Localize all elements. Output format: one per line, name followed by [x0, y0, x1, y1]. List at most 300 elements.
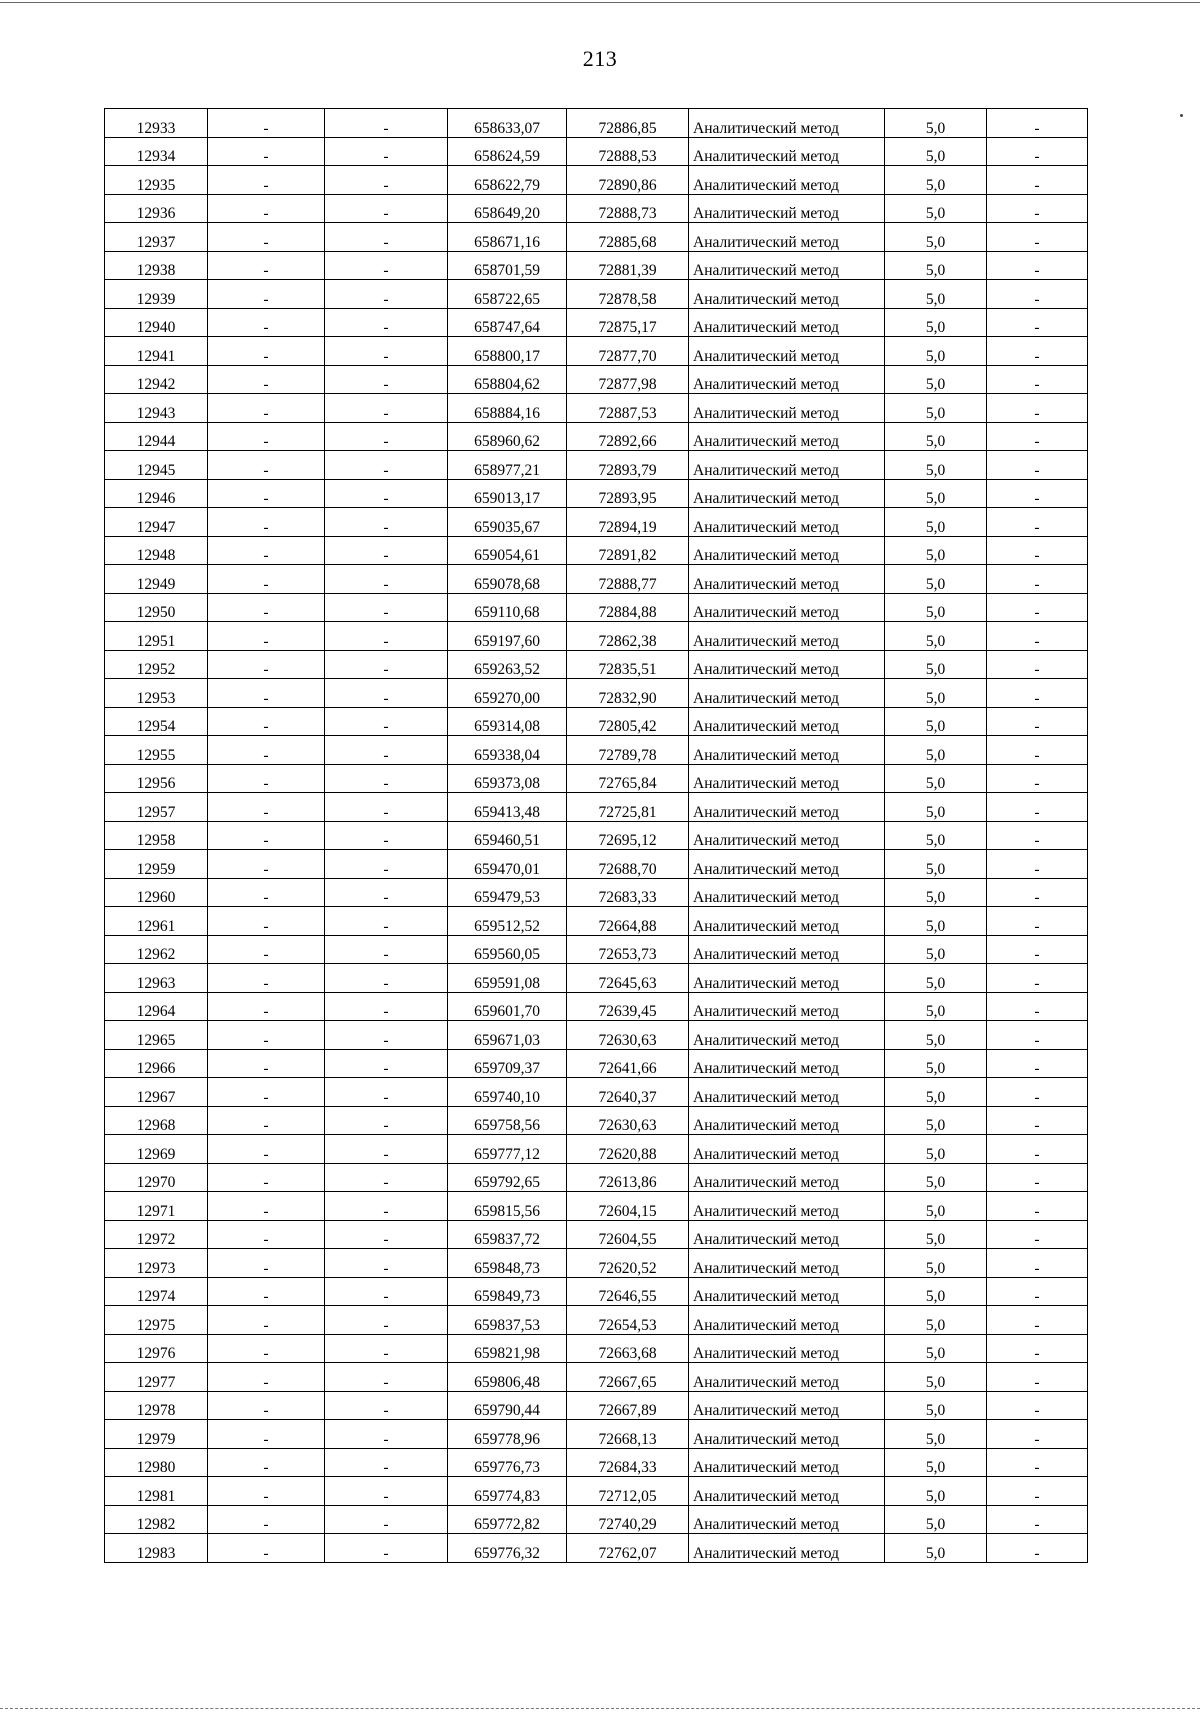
- empty-col-2-cell: -: [208, 679, 325, 708]
- point-number-cell: 12974: [105, 1277, 208, 1306]
- accuracy-cell: 5,0: [885, 992, 987, 1021]
- accuracy-cell: 5,0: [885, 251, 987, 280]
- empty-col-8-cell: -: [987, 821, 1088, 850]
- table-row: [105, 109, 1088, 138]
- empty-col-8-cell: -: [987, 1078, 1088, 1107]
- empty-col-8-cell: -: [987, 1534, 1088, 1563]
- point-number-cell: 12935: [105, 166, 208, 195]
- empty-col-3-cell: -: [325, 1306, 448, 1335]
- point-number-cell: 12944: [105, 422, 208, 451]
- point-number-cell: 12959: [105, 850, 208, 879]
- table-row: [105, 1277, 1088, 1306]
- point-number-cell: 12977: [105, 1363, 208, 1392]
- empty-col-3-cell: -: [325, 536, 448, 565]
- table-row: [105, 650, 1088, 679]
- table-row: [105, 622, 1088, 651]
- empty-col-8-cell: -: [987, 1220, 1088, 1249]
- empty-col-2-cell: -: [208, 1106, 325, 1135]
- empty-col-3-cell: -: [325, 365, 448, 394]
- method-cell: Аналитический метод: [689, 1135, 885, 1164]
- point-number-cell: 12953: [105, 679, 208, 708]
- method-cell: Аналитический метод: [689, 1192, 885, 1221]
- accuracy-cell: 5,0: [885, 1192, 987, 1221]
- empty-col-3-cell: -: [325, 1220, 448, 1249]
- accuracy-cell: 5,0: [885, 1277, 987, 1306]
- table-body: [105, 109, 1088, 1563]
- table-row: [105, 736, 1088, 765]
- accuracy-cell: 5,0: [885, 1220, 987, 1249]
- empty-col-3-cell: -: [325, 764, 448, 793]
- y-coordinate-cell: 72630,63: [567, 1106, 689, 1135]
- empty-col-2-cell: -: [208, 565, 325, 594]
- empty-col-8-cell: -: [987, 1448, 1088, 1477]
- method-cell: Аналитический метод: [689, 308, 885, 337]
- empty-col-8-cell: -: [987, 1334, 1088, 1363]
- y-coordinate-cell: 72862,38: [567, 622, 689, 651]
- point-number-cell: 12966: [105, 1049, 208, 1078]
- x-coordinate-cell: 659013,17: [448, 479, 567, 508]
- empty-col-2-cell: -: [208, 1391, 325, 1420]
- method-cell: Аналитический метод: [689, 650, 885, 679]
- x-coordinate-cell: 659512,52: [448, 907, 567, 936]
- empty-col-3-cell: -: [325, 223, 448, 252]
- y-coordinate-cell: 72613,86: [567, 1163, 689, 1192]
- x-coordinate-cell: 659758,56: [448, 1106, 567, 1135]
- empty-col-2-cell: -: [208, 1021, 325, 1050]
- table-row: [105, 1249, 1088, 1278]
- coordinates-table: [104, 108, 1088, 1563]
- point-number-cell: 12967: [105, 1078, 208, 1107]
- accuracy-cell: 5,0: [885, 1334, 987, 1363]
- empty-col-2-cell: -: [208, 451, 325, 480]
- x-coordinate-cell: 658622,79: [448, 166, 567, 195]
- method-cell: Аналитический метод: [689, 1163, 885, 1192]
- table-row: [105, 223, 1088, 252]
- x-coordinate-cell: 659460,51: [448, 821, 567, 850]
- x-coordinate-cell: 658884,16: [448, 394, 567, 423]
- table-row: [105, 1049, 1088, 1078]
- table-row: [105, 280, 1088, 309]
- x-coordinate-cell: 659740,10: [448, 1078, 567, 1107]
- x-coordinate-cell: 659837,53: [448, 1306, 567, 1335]
- method-cell: Аналитический метод: [689, 1249, 885, 1278]
- method-cell: Аналитический метод: [689, 1534, 885, 1563]
- empty-col-2-cell: -: [208, 109, 325, 138]
- empty-col-8-cell: -: [987, 964, 1088, 993]
- y-coordinate-cell: 72646,55: [567, 1277, 689, 1306]
- accuracy-cell: 5,0: [885, 1391, 987, 1420]
- table-row: [105, 821, 1088, 850]
- empty-col-8-cell: -: [987, 1277, 1088, 1306]
- table-row: [105, 1505, 1088, 1534]
- x-coordinate-cell: 659776,73: [448, 1448, 567, 1477]
- empty-col-8-cell: -: [987, 508, 1088, 537]
- accuracy-cell: 5,0: [885, 764, 987, 793]
- point-number-cell: 12945: [105, 451, 208, 480]
- empty-col-3-cell: -: [325, 1363, 448, 1392]
- method-cell: Аналитический метод: [689, 850, 885, 879]
- method-cell: Аналитический метод: [689, 451, 885, 480]
- method-cell: Аналитический метод: [689, 251, 885, 280]
- method-cell: Аналитический метод: [689, 565, 885, 594]
- x-coordinate-cell: 659778,96: [448, 1420, 567, 1449]
- empty-col-3-cell: -: [325, 565, 448, 594]
- point-number-cell: 12962: [105, 935, 208, 964]
- point-number-cell: 12970: [105, 1163, 208, 1192]
- point-number-cell: 12972: [105, 1220, 208, 1249]
- empty-col-3-cell: -: [325, 1420, 448, 1449]
- y-coordinate-cell: 72888,77: [567, 565, 689, 594]
- table-row: [105, 964, 1088, 993]
- empty-col-2-cell: -: [208, 622, 325, 651]
- empty-col-3-cell: -: [325, 593, 448, 622]
- table-row: [105, 1391, 1088, 1420]
- accuracy-cell: 5,0: [885, 137, 987, 166]
- method-cell: Аналитический метод: [689, 422, 885, 451]
- point-number-cell: 12956: [105, 764, 208, 793]
- y-coordinate-cell: 72630,63: [567, 1021, 689, 1050]
- empty-col-3-cell: -: [325, 308, 448, 337]
- point-number-cell: 12950: [105, 593, 208, 622]
- bottom-border-rule: [0, 1708, 1200, 1709]
- table-row: [105, 992, 1088, 1021]
- empty-col-3-cell: -: [325, 1505, 448, 1534]
- x-coordinate-cell: 659792,65: [448, 1163, 567, 1192]
- empty-col-2-cell: -: [208, 764, 325, 793]
- x-coordinate-cell: 659110,68: [448, 593, 567, 622]
- empty-col-8-cell: -: [987, 593, 1088, 622]
- method-cell: Аналитический метод: [689, 1505, 885, 1534]
- empty-col-8-cell: -: [987, 1420, 1088, 1449]
- y-coordinate-cell: 72667,65: [567, 1363, 689, 1392]
- table-row: [105, 1021, 1088, 1050]
- accuracy-cell: 5,0: [885, 1505, 987, 1534]
- empty-col-3-cell: -: [325, 479, 448, 508]
- y-coordinate-cell: 72887,53: [567, 394, 689, 423]
- table-row: [105, 907, 1088, 936]
- x-coordinate-cell: 659054,61: [448, 536, 567, 565]
- y-coordinate-cell: 72695,12: [567, 821, 689, 850]
- table-row: [105, 1220, 1088, 1249]
- table-row: [105, 1334, 1088, 1363]
- method-cell: Аналитический метод: [689, 1391, 885, 1420]
- point-number-cell: 12980: [105, 1448, 208, 1477]
- x-coordinate-cell: 659774,83: [448, 1477, 567, 1506]
- point-number-cell: 12936: [105, 194, 208, 223]
- table-row: [105, 536, 1088, 565]
- accuracy-cell: 5,0: [885, 1021, 987, 1050]
- empty-col-8-cell: -: [987, 1505, 1088, 1534]
- y-coordinate-cell: 72639,45: [567, 992, 689, 1021]
- method-cell: Аналитический метод: [689, 1277, 885, 1306]
- point-number-cell: 12949: [105, 565, 208, 594]
- empty-col-8-cell: -: [987, 1363, 1088, 1392]
- x-coordinate-cell: 659848,73: [448, 1249, 567, 1278]
- table-row: [105, 337, 1088, 366]
- accuracy-cell: 5,0: [885, 394, 987, 423]
- point-number-cell: 12961: [105, 907, 208, 936]
- empty-col-2-cell: -: [208, 137, 325, 166]
- empty-col-8-cell: -: [987, 1106, 1088, 1135]
- y-coordinate-cell: 72667,89: [567, 1391, 689, 1420]
- empty-col-3-cell: -: [325, 1192, 448, 1221]
- accuracy-cell: 5,0: [885, 1363, 987, 1392]
- point-number-cell: 12937: [105, 223, 208, 252]
- empty-col-2-cell: -: [208, 707, 325, 736]
- empty-col-8-cell: -: [987, 764, 1088, 793]
- empty-col-2-cell: -: [208, 251, 325, 280]
- empty-col-8-cell: -: [987, 1249, 1088, 1278]
- empty-col-8-cell: -: [987, 394, 1088, 423]
- y-coordinate-cell: 72893,95: [567, 479, 689, 508]
- empty-col-2-cell: -: [208, 1420, 325, 1449]
- empty-col-3-cell: -: [325, 850, 448, 879]
- empty-col-3-cell: -: [325, 109, 448, 138]
- accuracy-cell: 5,0: [885, 508, 987, 537]
- method-cell: Аналитический метод: [689, 736, 885, 765]
- empty-col-8-cell: -: [987, 479, 1088, 508]
- accuracy-cell: 5,0: [885, 166, 987, 195]
- empty-col-8-cell: -: [987, 308, 1088, 337]
- y-coordinate-cell: 72888,73: [567, 194, 689, 223]
- empty-col-8-cell: -: [987, 251, 1088, 280]
- accuracy-cell: 5,0: [885, 536, 987, 565]
- empty-col-2-cell: -: [208, 166, 325, 195]
- empty-col-3-cell: -: [325, 251, 448, 280]
- x-coordinate-cell: 659821,98: [448, 1334, 567, 1363]
- accuracy-cell: 5,0: [885, 365, 987, 394]
- method-cell: Аналитический метод: [689, 764, 885, 793]
- table-row: [105, 1192, 1088, 1221]
- point-number-cell: 12955: [105, 736, 208, 765]
- x-coordinate-cell: 659671,03: [448, 1021, 567, 1050]
- point-number-cell: 12963: [105, 964, 208, 993]
- accuracy-cell: 5,0: [885, 736, 987, 765]
- empty-col-2-cell: -: [208, 337, 325, 366]
- table-row: [105, 1306, 1088, 1335]
- table-row: [105, 850, 1088, 879]
- method-cell: Аналитический метод: [689, 907, 885, 936]
- point-number-cell: 12941: [105, 337, 208, 366]
- y-coordinate-cell: 72654,53: [567, 1306, 689, 1335]
- x-coordinate-cell: 659314,08: [448, 707, 567, 736]
- empty-col-3-cell: -: [325, 907, 448, 936]
- method-cell: Аналитический метод: [689, 1448, 885, 1477]
- accuracy-cell: 5,0: [885, 593, 987, 622]
- empty-col-3-cell: -: [325, 422, 448, 451]
- method-cell: Аналитический метод: [689, 1106, 885, 1135]
- empty-col-2-cell: -: [208, 1135, 325, 1164]
- x-coordinate-cell: 658671,16: [448, 223, 567, 252]
- empty-col-3-cell: -: [325, 1135, 448, 1164]
- accuracy-cell: 5,0: [885, 850, 987, 879]
- empty-col-2-cell: -: [208, 1277, 325, 1306]
- table-row: [105, 1135, 1088, 1164]
- accuracy-cell: 5,0: [885, 650, 987, 679]
- point-number-cell: 12952: [105, 650, 208, 679]
- empty-col-2-cell: -: [208, 878, 325, 907]
- y-coordinate-cell: 72789,78: [567, 736, 689, 765]
- table-row: [105, 1363, 1088, 1392]
- empty-col-3-cell: -: [325, 992, 448, 1021]
- empty-col-8-cell: -: [987, 907, 1088, 936]
- method-cell: Аналитический метод: [689, 137, 885, 166]
- point-number-cell: 12960: [105, 878, 208, 907]
- method-cell: Аналитический метод: [689, 1363, 885, 1392]
- point-number-cell: 12957: [105, 793, 208, 822]
- empty-col-8-cell: -: [987, 565, 1088, 594]
- y-coordinate-cell: 72835,51: [567, 650, 689, 679]
- empty-col-3-cell: -: [325, 1106, 448, 1135]
- accuracy-cell: 5,0: [885, 1249, 987, 1278]
- point-number-cell: 12940: [105, 308, 208, 337]
- y-coordinate-cell: 72884,88: [567, 593, 689, 622]
- point-number-cell: 12942: [105, 365, 208, 394]
- accuracy-cell: 5,0: [885, 964, 987, 993]
- accuracy-cell: 5,0: [885, 1078, 987, 1107]
- x-coordinate-cell: 659772,82: [448, 1505, 567, 1534]
- point-number-cell: 12964: [105, 992, 208, 1021]
- empty-col-2-cell: -: [208, 508, 325, 537]
- y-coordinate-cell: 72663,68: [567, 1334, 689, 1363]
- y-coordinate-cell: 72640,37: [567, 1078, 689, 1107]
- y-coordinate-cell: 72894,19: [567, 508, 689, 537]
- empty-col-2-cell: -: [208, 1505, 325, 1534]
- point-number-cell: 12976: [105, 1334, 208, 1363]
- empty-col-8-cell: -: [987, 850, 1088, 879]
- method-cell: Аналитический метод: [689, 1477, 885, 1506]
- x-coordinate-cell: 659815,56: [448, 1192, 567, 1221]
- point-number-cell: 12965: [105, 1021, 208, 1050]
- table-row: [105, 394, 1088, 423]
- empty-col-8-cell: -: [987, 109, 1088, 138]
- x-coordinate-cell: 658649,20: [448, 194, 567, 223]
- empty-col-2-cell: -: [208, 1477, 325, 1506]
- x-coordinate-cell: 659790,44: [448, 1391, 567, 1420]
- table-row: [105, 308, 1088, 337]
- empty-col-2-cell: -: [208, 1220, 325, 1249]
- empty-col-8-cell: -: [987, 650, 1088, 679]
- x-coordinate-cell: 659338,04: [448, 736, 567, 765]
- accuracy-cell: 5,0: [885, 878, 987, 907]
- empty-col-2-cell: -: [208, 736, 325, 765]
- table-row: [105, 451, 1088, 480]
- y-coordinate-cell: 72645,63: [567, 964, 689, 993]
- empty-col-3-cell: -: [325, 508, 448, 537]
- y-coordinate-cell: 72832,90: [567, 679, 689, 708]
- point-number-cell: 12982: [105, 1505, 208, 1534]
- x-coordinate-cell: 658722,65: [448, 280, 567, 309]
- empty-col-8-cell: -: [987, 337, 1088, 366]
- empty-col-3-cell: -: [325, 736, 448, 765]
- empty-col-2-cell: -: [208, 650, 325, 679]
- y-coordinate-cell: 72893,79: [567, 451, 689, 480]
- point-number-cell: 12939: [105, 280, 208, 309]
- x-coordinate-cell: 658624,59: [448, 137, 567, 166]
- point-number-cell: 12951: [105, 622, 208, 651]
- accuracy-cell: 5,0: [885, 1135, 987, 1164]
- point-number-cell: 12981: [105, 1477, 208, 1506]
- accuracy-cell: 5,0: [885, 1420, 987, 1449]
- method-cell: Аналитический метод: [689, 365, 885, 394]
- method-cell: Аналитический метод: [689, 679, 885, 708]
- x-coordinate-cell: 659479,53: [448, 878, 567, 907]
- empty-col-2-cell: -: [208, 1534, 325, 1563]
- y-coordinate-cell: 72688,70: [567, 850, 689, 879]
- y-coordinate-cell: 72604,55: [567, 1220, 689, 1249]
- y-coordinate-cell: 72762,07: [567, 1534, 689, 1563]
- accuracy-cell: 5,0: [885, 907, 987, 936]
- empty-col-8-cell: -: [987, 1021, 1088, 1050]
- point-number-cell: 12968: [105, 1106, 208, 1135]
- table-row: [105, 166, 1088, 195]
- point-number-cell: 12934: [105, 137, 208, 166]
- accuracy-cell: 5,0: [885, 622, 987, 651]
- accuracy-cell: 5,0: [885, 1106, 987, 1135]
- x-coordinate-cell: 659591,08: [448, 964, 567, 993]
- empty-col-3-cell: -: [325, 1448, 448, 1477]
- method-cell: Аналитический метод: [689, 707, 885, 736]
- empty-col-2-cell: -: [208, 821, 325, 850]
- empty-col-3-cell: -: [325, 1049, 448, 1078]
- table-row: [105, 565, 1088, 594]
- table-row: [105, 707, 1088, 736]
- empty-col-3-cell: -: [325, 280, 448, 309]
- accuracy-cell: 5,0: [885, 793, 987, 822]
- y-coordinate-cell: 72892,66: [567, 422, 689, 451]
- empty-col-8-cell: -: [987, 137, 1088, 166]
- empty-col-3-cell: -: [325, 1477, 448, 1506]
- x-coordinate-cell: 659560,05: [448, 935, 567, 964]
- x-coordinate-cell: 659470,01: [448, 850, 567, 879]
- table-row: [105, 1477, 1088, 1506]
- empty-col-2-cell: -: [208, 1334, 325, 1363]
- empty-col-8-cell: -: [987, 1163, 1088, 1192]
- empty-col-8-cell: -: [987, 422, 1088, 451]
- empty-col-3-cell: -: [325, 679, 448, 708]
- empty-col-3-cell: -: [325, 707, 448, 736]
- method-cell: Аналитический метод: [689, 536, 885, 565]
- empty-col-3-cell: -: [325, 166, 448, 195]
- table-row: [105, 793, 1088, 822]
- method-cell: Аналитический метод: [689, 194, 885, 223]
- empty-col-3-cell: -: [325, 1163, 448, 1192]
- point-number-cell: 12933: [105, 109, 208, 138]
- x-coordinate-cell: 658960,62: [448, 422, 567, 451]
- y-coordinate-cell: 72664,88: [567, 907, 689, 936]
- point-number-cell: 12958: [105, 821, 208, 850]
- method-cell: Аналитический метод: [689, 1220, 885, 1249]
- empty-col-2-cell: -: [208, 308, 325, 337]
- method-cell: Аналитический метод: [689, 964, 885, 993]
- empty-col-2-cell: -: [208, 422, 325, 451]
- accuracy-cell: 5,0: [885, 565, 987, 594]
- empty-col-2-cell: -: [208, 1363, 325, 1392]
- y-coordinate-cell: 72765,84: [567, 764, 689, 793]
- y-coordinate-cell: 72878,58: [567, 280, 689, 309]
- page-number: 213: [582, 46, 618, 71]
- empty-col-3-cell: -: [325, 650, 448, 679]
- empty-col-8-cell: -: [987, 622, 1088, 651]
- point-number-cell: 12978: [105, 1391, 208, 1420]
- x-coordinate-cell: 659601,70: [448, 992, 567, 1021]
- accuracy-cell: 5,0: [885, 1534, 987, 1563]
- point-number-cell: 12975: [105, 1306, 208, 1335]
- empty-col-8-cell: -: [987, 536, 1088, 565]
- empty-col-2-cell: -: [208, 935, 325, 964]
- x-coordinate-cell: 659263,52: [448, 650, 567, 679]
- table-row: [105, 365, 1088, 394]
